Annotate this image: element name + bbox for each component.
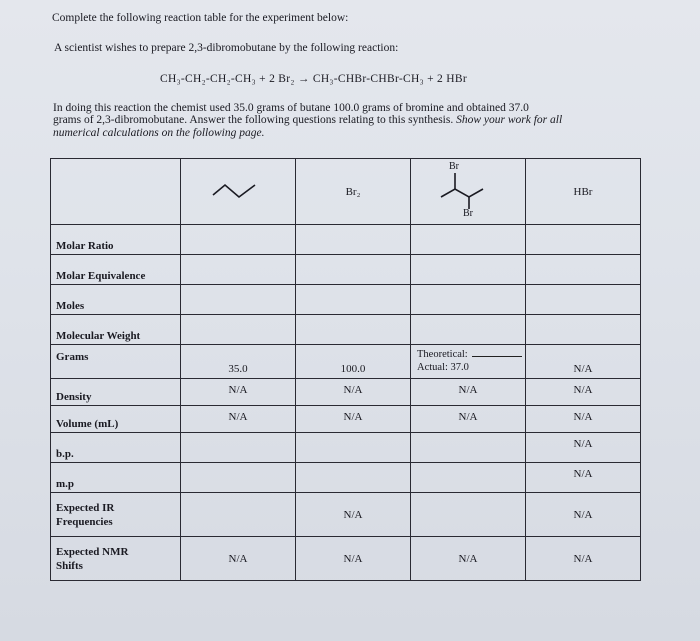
bp-butane[interactable] <box>181 433 296 463</box>
mp-butane[interactable] <box>181 463 296 493</box>
volume-product <box>411 406 526 433</box>
nmr-label-line-1: Expected NMR <box>56 545 129 558</box>
grams-actual: Actual: 37.0 <box>417 362 469 373</box>
row-label-cell <box>51 379 181 406</box>
molar-ratio-butane[interactable] <box>181 225 296 255</box>
molar-equivalence-label: Molar Equivalence <box>56 270 146 282</box>
grams-label: Grams <box>56 351 89 363</box>
na-value: N/A <box>458 384 478 396</box>
grams-theoretical <box>417 349 522 360</box>
product-br-top-label: Br <box>449 161 459 172</box>
ir-butane[interactable] <box>181 493 296 537</box>
density-row <box>51 379 641 406</box>
theoretical-label: Theoretical: <box>417 349 468 360</box>
reaction-equation: CH₃-CH₂-CH₂-CH₃ + 2 Br₂ → CH₃-CHBr-CHBr-CH₃ + 2 HBr <box>160 73 467 85</box>
hbr-label: HBr <box>573 185 593 198</box>
grams-row <box>51 345 641 379</box>
na-value: N/A <box>343 508 363 521</box>
volume-hbr <box>526 406 641 433</box>
moles-butane[interactable] <box>181 285 296 315</box>
row-label-cell <box>51 493 181 537</box>
grams-butane-value: 35.0 <box>228 363 248 375</box>
header-row <box>51 159 641 225</box>
molecular-weight-row <box>51 315 641 345</box>
bp-br2[interactable] <box>296 433 411 463</box>
nmr-label-line-2: Shifts <box>56 559 83 572</box>
na-value: N/A <box>343 411 363 423</box>
density-butane <box>181 379 296 406</box>
molecular-weight-br2[interactable] <box>296 315 411 345</box>
molar-ratio-hbr[interactable] <box>526 225 641 255</box>
ir-br2 <box>296 493 411 537</box>
row-label-cell <box>51 433 181 463</box>
product-structure-cell <box>411 159 526 225</box>
na-value: N/A <box>573 438 593 450</box>
moles-br2[interactable] <box>296 285 411 315</box>
row-label-cell <box>51 406 181 433</box>
mp-row <box>51 463 641 493</box>
bp-hbr <box>526 433 641 463</box>
molar-ratio-label: Molar Ratio <box>56 240 114 252</box>
row-label-cell <box>51 255 181 285</box>
ir-label-line-2: Frequencies <box>56 515 113 528</box>
instruction-line: Complete the following reaction table for the experiment below: <box>52 12 349 24</box>
mp-label: m.p <box>56 478 75 490</box>
nmr-product <box>411 537 526 581</box>
bp-product[interactable] <box>411 433 526 463</box>
bp-row <box>51 433 641 463</box>
reaction-table <box>50 158 641 581</box>
grams-hbr[interactable] <box>526 345 641 379</box>
br2-header-cell <box>296 159 411 225</box>
molecular-weight-label: Molecular Weight <box>56 330 141 342</box>
paragraph-line-2 <box>53 114 562 126</box>
na-value: N/A <box>228 384 248 396</box>
butane-structure-cell <box>181 159 296 225</box>
molar-equivalence-product[interactable] <box>411 255 526 285</box>
mp-br2[interactable] <box>296 463 411 493</box>
na-value: N/A <box>458 552 478 565</box>
moles-label: Moles <box>56 300 85 312</box>
na-value: N/A <box>573 468 593 480</box>
molecular-weight-product[interactable] <box>411 315 526 345</box>
density-product <box>411 379 526 406</box>
molar-equivalence-butane[interactable] <box>181 255 296 285</box>
molecular-weight-butane[interactable] <box>181 315 296 345</box>
scenario-line: A scientist wishes to prepare 2,3-dibromobutane by the following reaction: <box>54 42 399 54</box>
butane-skeletal-structure <box>181 159 296 221</box>
ir-label-line-1: Expected IR <box>56 501 115 514</box>
br2-label: Br₂ <box>345 185 361 198</box>
row-label-cell <box>51 463 181 493</box>
na-value: N/A <box>343 552 363 565</box>
ir-hbr <box>526 493 641 537</box>
nmr-br2 <box>296 537 411 581</box>
grams-product[interactable] <box>411 345 526 379</box>
grams-br2[interactable] <box>296 345 411 379</box>
volume-label: Volume (mL) <box>56 418 119 430</box>
row-label-cell <box>51 315 181 345</box>
molar-ratio-product[interactable] <box>411 225 526 255</box>
ir-row <box>51 493 641 537</box>
nmr-row <box>51 537 641 581</box>
nmr-hbr <box>526 537 641 581</box>
mp-product[interactable] <box>411 463 526 493</box>
volume-butane <box>181 406 296 433</box>
na-value: N/A <box>228 411 248 423</box>
molar-ratio-row <box>51 225 641 255</box>
molar-equivalence-hbr[interactable] <box>526 255 641 285</box>
molar-ratio-br2[interactable] <box>296 225 411 255</box>
nmr-butane <box>181 537 296 581</box>
grams-butane[interactable] <box>181 345 296 379</box>
paragraph-line-2-italic: Show your work for all <box>456 114 563 126</box>
volume-row <box>51 406 641 433</box>
moles-row <box>51 285 641 315</box>
density-hbr <box>526 379 641 406</box>
row-label-cell <box>51 285 181 315</box>
moles-hbr[interactable] <box>526 285 641 315</box>
na-value: N/A <box>458 411 478 423</box>
grams-hbr-value: N/A <box>573 363 593 375</box>
product-br-bottom-label: Br <box>463 208 473 219</box>
paragraph-line-2-text: grams of 2,3-dibromobutane. Answer the following questions relating to this synthesis. <box>53 114 457 126</box>
density-br2 <box>296 379 411 406</box>
molar-equivalence-row <box>51 255 641 285</box>
density-label: Density <box>56 391 92 403</box>
ir-product[interactable] <box>411 493 526 537</box>
molecular-weight-hbr[interactable] <box>526 315 641 345</box>
na-value: N/A <box>573 508 593 521</box>
row-label-cell <box>51 345 181 379</box>
na-value: N/A <box>343 384 363 396</box>
row-label-cell <box>51 537 181 581</box>
paragraph-line-1: In doing this reaction the chemist used 35.0 grams of butane 100.0 grams of bromine and obtained 37.0 <box>53 102 529 114</box>
header-blank-cell <box>51 159 181 225</box>
paragraph-line-3: numerical calculations on the following page. <box>53 127 265 139</box>
row-label-cell <box>51 225 181 255</box>
grams-br2-value: 100.0 <box>340 363 366 375</box>
theoretical-blank[interactable] <box>472 356 522 357</box>
moles-product[interactable] <box>411 285 526 315</box>
bp-label: b.p. <box>56 448 74 460</box>
mp-hbr <box>526 463 641 493</box>
volume-br2 <box>296 406 411 433</box>
na-value: N/A <box>573 552 593 565</box>
na-value: N/A <box>573 411 593 423</box>
na-value: N/A <box>573 384 593 396</box>
molar-equivalence-br2[interactable] <box>296 255 411 285</box>
hbr-header-cell <box>526 159 641 225</box>
na-value: N/A <box>228 552 248 565</box>
